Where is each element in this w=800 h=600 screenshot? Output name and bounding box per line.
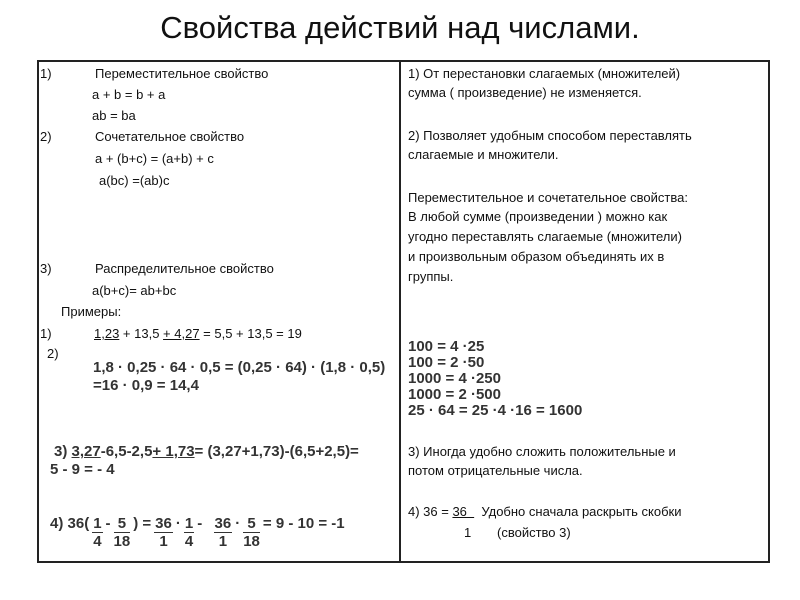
- numerator: 5: [114, 515, 131, 533]
- denominator: 1: [218, 533, 228, 550]
- term: ) =: [133, 515, 152, 532]
- explanation-text: Переместительное и сочетательное свойства:: [408, 190, 688, 205]
- column-divider: [399, 60, 401, 563]
- fraction: [184, 515, 194, 550]
- denominator: 4: [184, 533, 194, 550]
- calc-line: 1000 = 2 ·500: [408, 386, 501, 403]
- explanation-text: группы.: [408, 269, 454, 284]
- explanation-text: и произвольным образом объединять их в: [408, 249, 665, 264]
- term: 4) 36(: [50, 515, 90, 532]
- term: = 9 - 10 = -1: [262, 515, 345, 532]
- term: -: [105, 515, 111, 532]
- numerator: 5: [243, 515, 260, 533]
- formula: a + b = b + a: [92, 87, 166, 102]
- explanation-text: слагаемые и множители.: [408, 147, 559, 162]
- formula: ab = ba: [92, 108, 136, 123]
- explanation-text: 3) Иногда удобно сложить положительные и: [408, 444, 676, 459]
- denominator: 18: [113, 533, 131, 550]
- underlined-term: + 1,73: [152, 443, 195, 460]
- calc-line: 100 = 2 ·50: [408, 354, 485, 371]
- property-name: Переместительное свойство: [95, 66, 269, 81]
- calc-line: 1000 = 4 ·250: [408, 370, 501, 387]
- term: = 5,5 + 13,5 = 19: [199, 326, 302, 341]
- explanation-text: В любой сумме (произведении ) можно как: [408, 209, 668, 224]
- formula: a + (b+c) = (a+b) + c: [95, 151, 214, 166]
- formula: a(bc) =(ab)c: [99, 173, 170, 188]
- term: ·: [235, 515, 241, 532]
- numerator: 36: [452, 504, 475, 519]
- fraction: [214, 515, 233, 550]
- term: ·: [175, 515, 181, 532]
- term: 4) 36 =: [408, 504, 453, 519]
- term: -: [197, 515, 203, 532]
- item-number: 1): [40, 66, 52, 81]
- item-number: 2): [47, 346, 59, 361]
- example-3-line2: 5 - 9 = - 4: [50, 461, 115, 478]
- term: + 13,5: [119, 326, 164, 341]
- fraction: [243, 515, 260, 550]
- numerator: 36: [155, 515, 172, 532]
- fraction: [92, 515, 102, 550]
- numerator: 1: [184, 515, 194, 532]
- example-4: [50, 515, 345, 550]
- denominator: 1: [159, 533, 168, 550]
- denominator: 18: [243, 533, 260, 550]
- numerator: 1: [93, 515, 102, 532]
- explanation-text: 1) От перестановки слагаемых (множителей): [408, 66, 681, 81]
- item-number: 1): [40, 326, 52, 341]
- property-note: (свойство 3): [497, 525, 571, 540]
- term: -6,5-2,5: [100, 443, 153, 460]
- term: 3): [54, 443, 72, 460]
- example-3-line1: [54, 444, 359, 460]
- explanation-text: [408, 504, 681, 520]
- calc-line: 25 · 64 = 25 ·4 ·16 = 1600: [408, 402, 583, 419]
- term: Удобно сначала раскрыть скобки: [481, 504, 682, 519]
- explanation-text: потом отрицательные числа.: [408, 463, 583, 478]
- page-title: Свойства действий над числами.: [160, 10, 640, 45]
- explanation-text: 2) Позволяет удобным способом переставлять: [408, 128, 692, 143]
- explanation-text: сумма ( произведение) не изменяется.: [408, 85, 642, 100]
- example-2-line1: 1,8 · 0,25 · 64 · 0,5 = (0,25 · 64) · (1,8 · 0,5): [93, 359, 386, 376]
- property-name: Распределительное свойство: [95, 261, 274, 276]
- item-number: 2): [40, 129, 52, 144]
- denominator: 1: [464, 525, 472, 540]
- underlined-term: 1,23: [94, 326, 120, 341]
- examples-label: Примеры:: [61, 304, 122, 319]
- example-1: [94, 326, 302, 342]
- explanation-text: угодно переставлять слагаемые (множители): [408, 229, 682, 244]
- denominator: 4: [93, 533, 102, 550]
- term: = (3,27+1,73)-(6,5+2,5)=: [194, 443, 359, 460]
- fraction: [114, 515, 131, 550]
- item-number: 3): [40, 261, 52, 276]
- property-name: Сочетательное свойство: [95, 129, 245, 144]
- example-2-line2: =16 · 0,9 = 14,4: [93, 377, 199, 394]
- numerator: 36: [214, 515, 232, 532]
- underlined-term: 3,27: [71, 443, 101, 460]
- calc-line: 100 = 4 ·25: [408, 338, 485, 355]
- fraction: [154, 515, 173, 550]
- underlined-term: + 4,27: [163, 326, 200, 341]
- formula: a(b+c)= ab+bc: [92, 283, 177, 298]
